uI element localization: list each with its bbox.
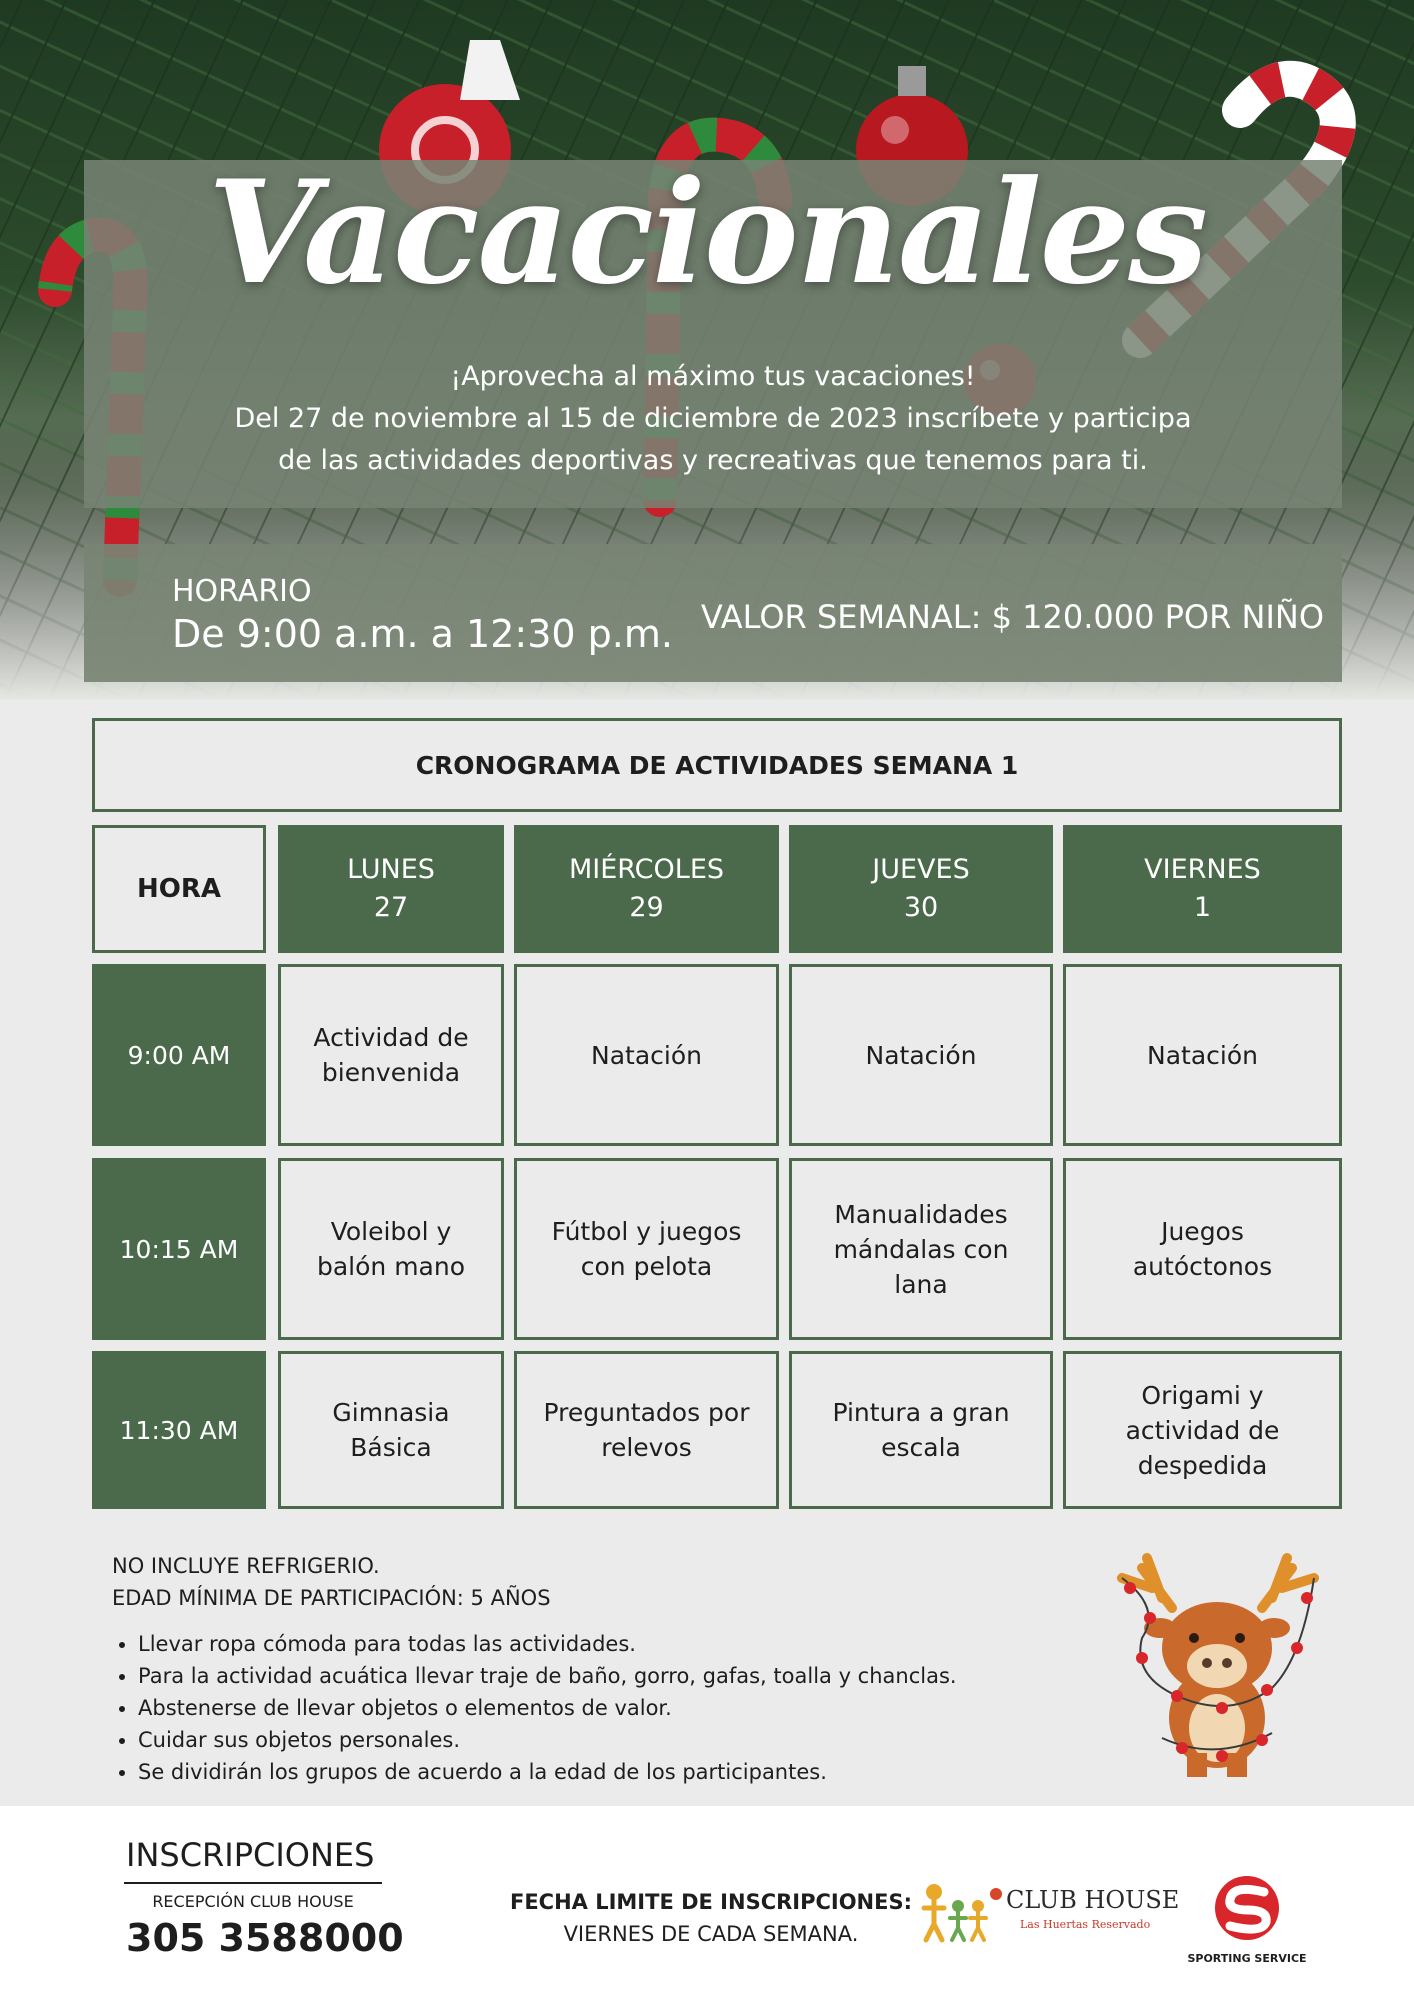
time-cell: [92, 1158, 266, 1340]
day-name: JUEVES: [872, 854, 970, 885]
activity-cell: [514, 1158, 779, 1340]
day-header: [514, 825, 779, 953]
sporting-service-name: SPORTING SERVICE: [1187, 1952, 1307, 1965]
subtitle-line: Del 27 de noviembre al 15 de diciembre de 2023 inscríbete y participa: [234, 403, 1192, 434]
activity-cell: [278, 1351, 504, 1509]
reindeer-icon: [1102, 1548, 1334, 1780]
no-snack-note: NO INCLUYE REFRIGERIO.: [112, 1554, 380, 1578]
activity-cell: [1063, 1351, 1342, 1509]
time-label: 11:30 AM: [119, 1415, 239, 1445]
activity-line: bienvenida: [321, 1058, 461, 1087]
day-date: 1: [1193, 892, 1212, 923]
activity-line: actividad de: [1125, 1415, 1280, 1445]
activity-line: Juegos: [1161, 1217, 1244, 1246]
activity-cell: [278, 1158, 504, 1340]
list-item: • Llevar ropa cómoda para todas las actividades.: [138, 1628, 1112, 1660]
day-header: [278, 825, 504, 953]
sporting-service-logo: [1172, 1870, 1322, 1970]
activity-line: con pelota: [580, 1252, 713, 1281]
activity-line: Actividad de: [313, 1023, 469, 1052]
footer: [0, 1806, 1414, 2000]
day-header: [1063, 825, 1342, 953]
activity-cell: [1063, 964, 1342, 1146]
club-house-name: CLUB HOUSE: [1006, 1886, 1180, 1914]
family-icon: [920, 1880, 1004, 1944]
schedule-title: CRONOGRAMA DE ACTIVIDADES SEMANA 1: [92, 718, 1342, 812]
hora-header: [92, 825, 266, 953]
deadline-block: [506, 1886, 916, 1950]
hours-value: De 9:00 a.m. a 12:30 p.m.: [172, 612, 673, 656]
time-label: 10:15 AM: [119, 1234, 239, 1264]
notes-section: [112, 1550, 1112, 1788]
activity-cell: [789, 1351, 1053, 1509]
activity-line: mándalas con: [833, 1234, 1009, 1264]
day-date: 27: [373, 892, 409, 923]
time-cell: [92, 1351, 266, 1509]
hours-label: HORARIO: [172, 574, 312, 609]
subtitle-line: ¡Aprovecha al máximo tus vacaciones!: [450, 361, 976, 392]
deadline-value: VIERNES DE CADA SEMANA.: [563, 1922, 859, 1946]
page-title: Vacacionales: [207, 150, 1207, 316]
day-date: 30: [903, 892, 939, 923]
weekly-price: VALOR SEMANAL: $ 120.000 POR NIÑO: [700, 598, 1324, 636]
min-age-note: EDAD MÍNIMA DE PARTICIPACIÓN: 5 AÑOS: [112, 1586, 551, 1610]
activity-cell: [514, 964, 779, 1146]
day-date: 29: [629, 892, 664, 923]
activity-cell: [789, 1158, 1053, 1340]
list-item: • Abstenerse de llevar objetos o elementos de valor.: [138, 1692, 1112, 1724]
phone-number[interactable]: 305 3588000: [126, 1916, 404, 1960]
activity-line: lana: [894, 1269, 948, 1299]
list-item: • Cuidar sus objetos personales.: [138, 1724, 1112, 1756]
activity-line: Gimnasia: [332, 1398, 450, 1427]
divider: [124, 1882, 382, 1884]
activity-line: balón mano: [316, 1252, 466, 1281]
reception-label: RECEPCIÓN CLUB HOUSE: [152, 1892, 354, 1911]
activity-line: Manualidades: [834, 1199, 1008, 1229]
activity-line: despedida: [1137, 1450, 1268, 1480]
requirements-list: [112, 1628, 1112, 1788]
hero-subtitle: [84, 356, 1342, 482]
activity-cell: [789, 964, 1053, 1146]
inscriptions-title: INSCRIPCIONES: [126, 1836, 375, 1874]
activity-line: Natación: [1147, 1040, 1258, 1070]
activity-cell: [278, 964, 504, 1146]
hours-bar: [84, 544, 1342, 682]
activity-line: Voleibol y: [330, 1217, 452, 1246]
subtitle-line: de las actividades deportivas y recreativas que tenemos para ti.: [278, 445, 1148, 476]
day-name: LUNES: [347, 854, 435, 885]
activity-line: relevos: [601, 1433, 692, 1462]
day-name: VIERNES: [1144, 854, 1261, 885]
hero-banner: [0, 0, 1414, 700]
activity-line: autóctonos: [1132, 1252, 1273, 1281]
hora-header-label: HORA: [136, 873, 221, 904]
activity-line: Natación: [865, 1040, 977, 1070]
activity-line: Origami y: [1141, 1380, 1264, 1410]
time-label: 9:00 AM: [127, 1040, 231, 1070]
day-name: MIÉRCOLES: [568, 854, 725, 885]
time-cell: [92, 964, 266, 1146]
club-house-tagline: Las Huertas Reservado: [1020, 1918, 1151, 1931]
sporting-service-icon: [1172, 1870, 1322, 1950]
activity-cell: [1063, 1158, 1342, 1340]
activity-cell: [514, 1351, 779, 1509]
club-house-logo: [920, 1880, 1180, 1950]
activity-line: Fútbol y juegos: [551, 1217, 742, 1246]
activity-line: Básica: [350, 1433, 432, 1462]
day-header: [789, 825, 1053, 953]
activity-line: escala: [881, 1433, 961, 1462]
activity-line: Natación: [591, 1040, 702, 1070]
list-item: • Para la actividad acuática llevar traje de baño, gorro, gafas, toalla y chanclas.: [138, 1660, 1112, 1692]
activity-line: Preguntados por: [543, 1398, 750, 1427]
activity-line: Pintura a gran: [832, 1398, 1010, 1427]
deadline-title: FECHA LIMITE DE INSCRIPCIONES:: [509, 1890, 913, 1914]
list-item: • Se dividirán los grupos de acuerdo a la edad de los participantes.: [138, 1756, 1112, 1788]
